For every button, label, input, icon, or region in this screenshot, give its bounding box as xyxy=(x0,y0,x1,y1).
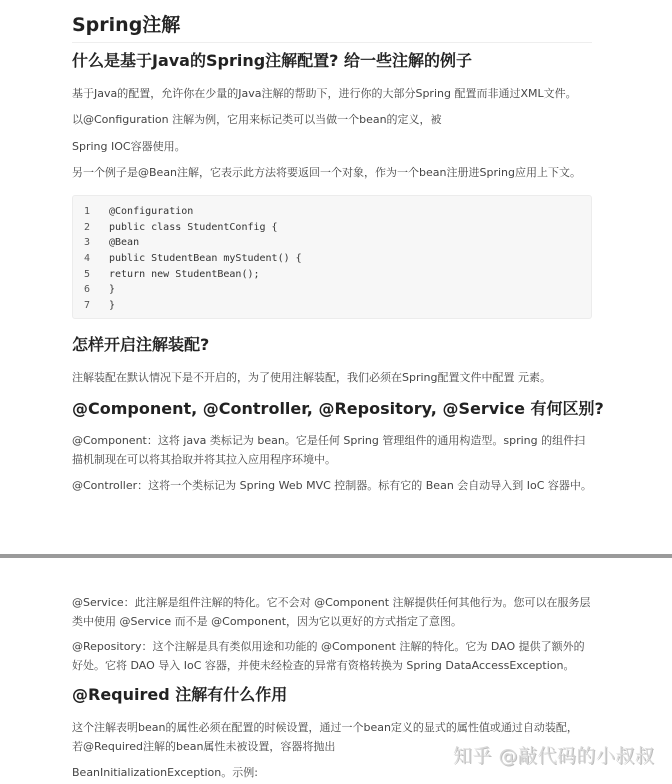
line-number: 3 xyxy=(84,237,91,249)
paragraph-controller: @Controller：这将一个类标记为 Spring Web MVC 控制器。标有它的 Bean 会自动导入到 IoC 容器中。 xyxy=(72,479,592,492)
paragraph: 基于Java的配置，允许你在少量的Java注解的帮助下，进行你的大部分Spring 配置而非通过XML文件。 xyxy=(72,87,577,100)
line-number: 4 xyxy=(84,253,91,265)
code-text: public class StudentConfig { xyxy=(109,221,278,233)
section-heading-required: @Required 注解有什么作用 xyxy=(72,685,288,704)
paragraph-repository: @Repository：这个注解是具有类似用途和功能的 @Component 注解的特化。它为 DAO 提供了额外的好处。它将 DAO 导入 IoC 容器，并使未经检查的异常有资格转换为 Spring DataAccessException。 xyxy=(72,640,585,672)
page-divider xyxy=(0,554,672,558)
section-heading-enable-annotation: 怎样开启注解装配? xyxy=(72,335,210,354)
code-text: } xyxy=(109,300,116,312)
code-line xyxy=(84,204,591,220)
line-number: 6 xyxy=(84,284,91,296)
code-text: @Configuration xyxy=(109,206,194,217)
paragraph-component: @Component：这将 java 类标记为 bean。它是任何 Spring 管理组件的通用构造型。spring 的组件扫描机制现在可以将其拾取并将其拉入应用程序环境中。 xyxy=(72,434,586,466)
watermark-text: 知乎 @敲代码的小叔叔 xyxy=(453,745,655,767)
line-number: 7 xyxy=(84,300,91,312)
code-text: public StudentBean myStudent() { xyxy=(109,253,302,265)
code-line xyxy=(84,267,591,283)
code-block xyxy=(72,195,592,319)
paragraph-service: @Service：此注解是组件注解的特化。它不会对 @Component 注解提供任何其他行为。您可以在服务层类中使用 @Service 而不是 @Component，因为它以更好的方式指定了意图。 xyxy=(72,596,591,628)
paragraph: Spring IOC容器使用。 xyxy=(72,140,186,153)
code-line xyxy=(84,235,591,251)
page-title: Spring注解 xyxy=(72,12,592,43)
paragraph-required-example: BeanInitializationException。示例: xyxy=(72,766,258,779)
paragraph: 另一个例子是@Bean注解，它表示此方法将要返回一个对象，作为一个bean注册进Spring应用上下文。 xyxy=(72,166,581,179)
code-line xyxy=(84,251,591,267)
code-line xyxy=(84,282,591,298)
paragraph: 以@Configuration 注解为例，它用来标记类可以当做一个bean的定义，被 xyxy=(72,113,442,126)
line-number: 2 xyxy=(84,221,91,233)
paragraph-required: 这个注解表明bean的属性必须在配置的时候设置，通过一个bean定义的显式的属性值或通过自动装配，若@Required注解的bean属性未被设置，容器将抛出 xyxy=(72,721,578,753)
code-text: @Bean xyxy=(109,237,140,249)
line-number: 5 xyxy=(84,268,91,280)
code-line xyxy=(84,298,591,314)
paragraph: 注解装配在默认情况下是不开启的，为了使用注解装配，我们必须在Spring配置文件中配置 元素。 xyxy=(72,371,551,384)
section-heading-java-config: 什么是基于Java的Spring注解配置? 给一些注解的例子 xyxy=(72,51,473,70)
line-number: 1 xyxy=(84,206,91,217)
section-heading-stereotypes: @Component, @Controller, @Repository, @Service 有何区别? xyxy=(72,399,604,418)
code-text: return new StudentBean(); xyxy=(109,268,260,280)
code-line xyxy=(84,220,591,236)
code-text: } xyxy=(109,284,116,296)
